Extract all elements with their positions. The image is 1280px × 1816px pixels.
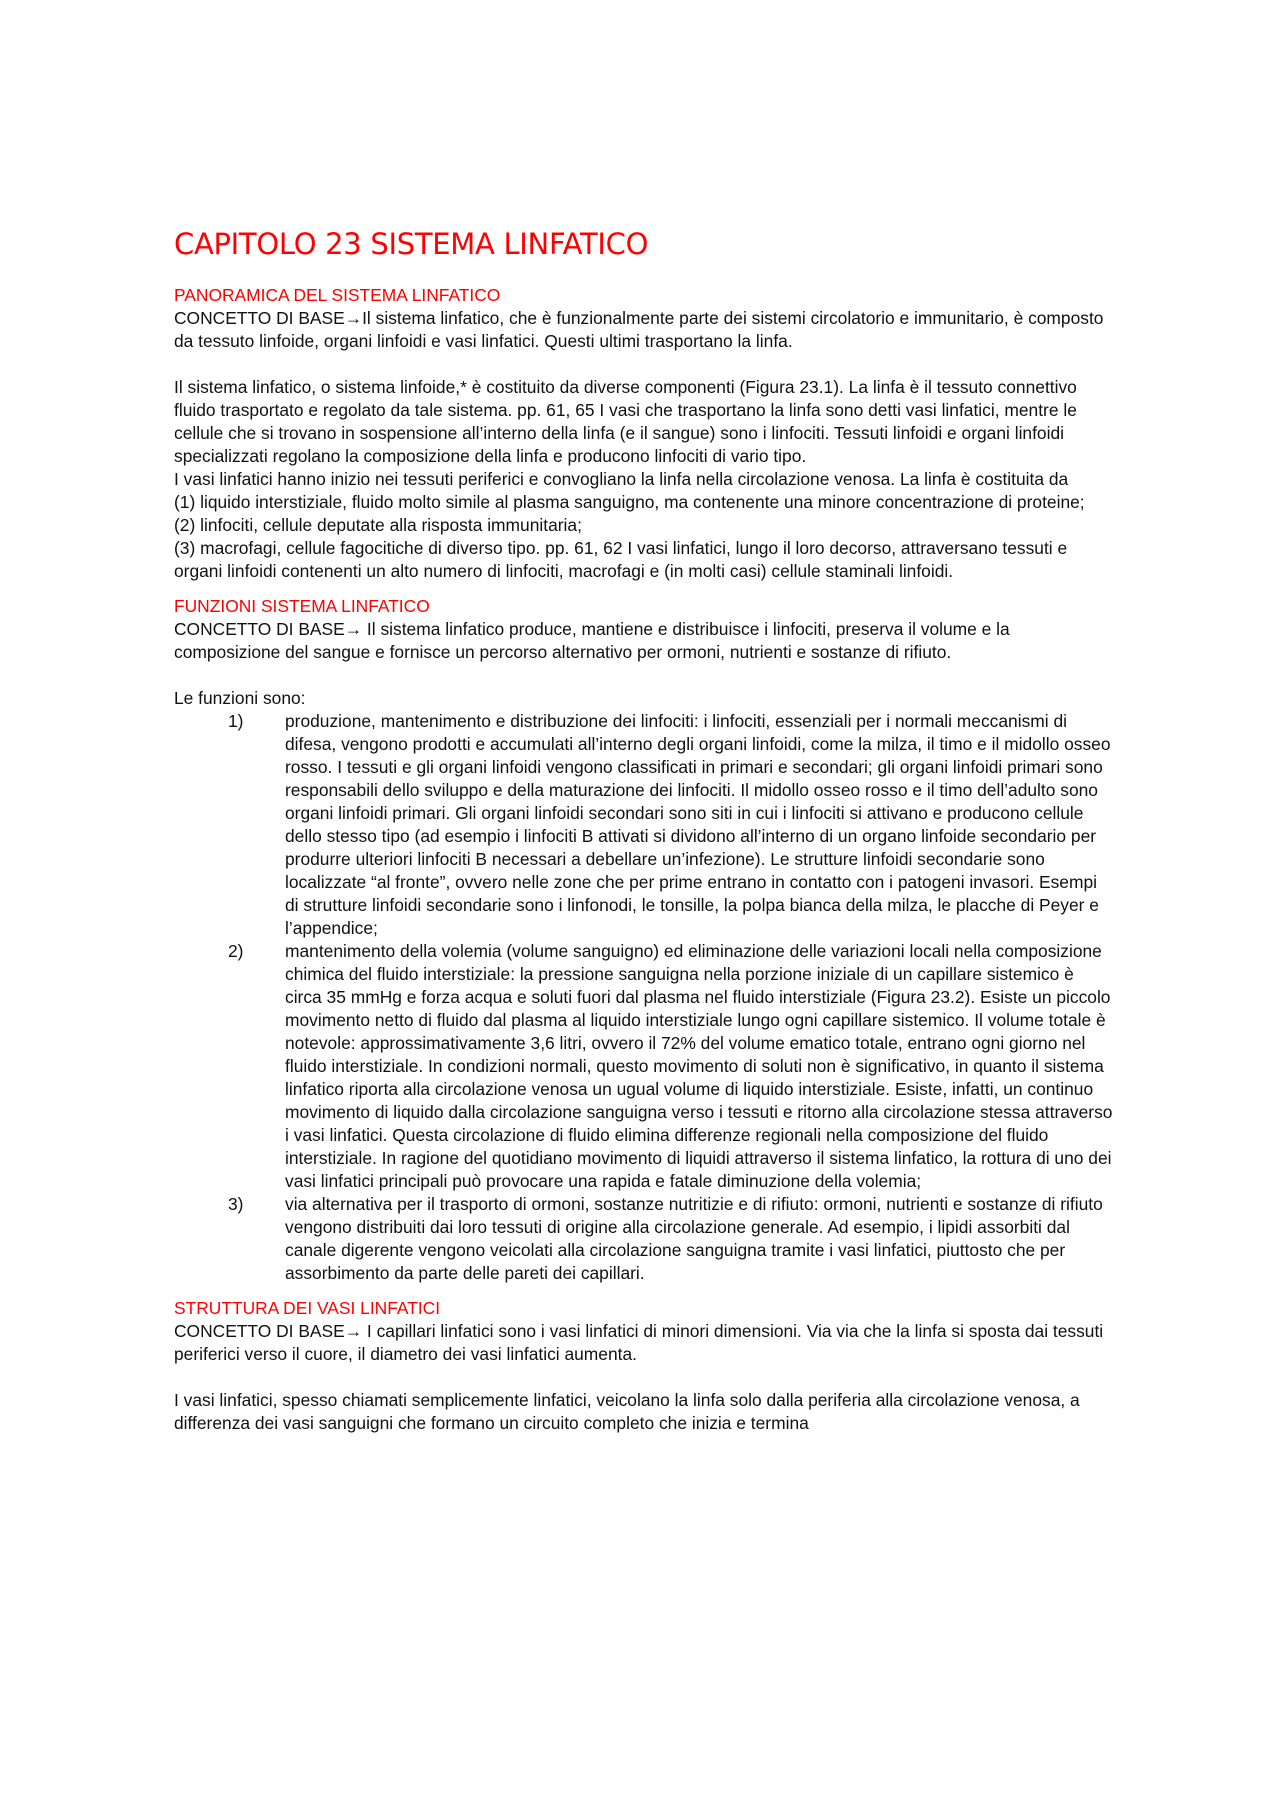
paragraph-gap — [174, 353, 1114, 376]
lymph-component-item: (1) liquido interstiziale, fluido molto simile al plasma sanguigno, ma contenente una minore concentrazione di proteine; — [174, 492, 1085, 512]
lymph-component-item: (2) linfociti, cellule deputate alla risposta immunitaria; — [174, 515, 582, 535]
paragraph: I vasi linfatici, spesso chiamati semplicemente linfatici, veicolano la linfa solo dalla periferia alla circolazione venosa, a differenza dei vasi sanguigni che formano un circuito completo che inizia e termina — [174, 1390, 1080, 1433]
list-item — [174, 940, 1114, 1193]
list-item-text: via alternativa per il trasporto di ormoni, sostanze nutritizie e di rifiuto: ormoni, nutrienti e sostanze di rifiuto vengono distribuiti dai loro tessuti di origine alla circolazione generale. Ad esempio, i lipidi assorbiti dal canale digerente vengono veicolati alla circolazione sanguigna tramite i vasi linfatici, piuttosto che per assorbimento da parte delle pareti dei capillari. — [285, 1194, 1103, 1283]
paragraph: I vasi linfatici hanno inizio nei tessuti periferici e convogliano la linfa nella circolazione venosa. La linfa è costituita da — [174, 469, 1069, 489]
section-gap — [174, 1285, 1114, 1297]
section-gap — [174, 583, 1114, 595]
list-item-number: 1) — [228, 711, 244, 731]
section-heading-struttura: STRUTTURA DEI VASI LINFATICI — [174, 1298, 441, 1318]
lymph-component-item: (3) macrofagi, cellule fagocitiche di diverso tipo. pp. 61, 62 I vasi linfatici, lungo il loro decorso, attraversano tessuti e organi linfoidi contenenti un alto numero di linfociti, macrofagi e (in molti casi) cellule staminali linfoidi. — [174, 538, 1068, 581]
list-item-text: produzione, mantenimento e distribuzione dei linfociti: i linfociti, essenziali per i normali meccanismi di difesa, vengono prodotti e accumulati all’interno degli organi linfoidi, come la milza, il timo e il midollo osseo rosso. I tessuti e gli organi linfoidi vengono classificati in primari e secondari; gli organi linfoidi primari sono responsabili dello sviluppo e della maturazione dei linfociti. Il midollo osseo rosso e il timo dell’adulto sono organi linfoidi primari. Gli organi linfoidi secondari sono siti in cui i linfociti si attivano e producono cellule dello stesso tipo (ad esempio i linfociti B attivati si dividono all’interno di un organo linfoide secondario per produrre ulteriori linfociti B necessari a debellare un’infezione). Le strutture linfoidi secondarie sono localizzate “al fronte”, ovvero nelle zone che per prime entrano in contatto con i patogeni invasori. Esempi di strutture linfoidi secondarie sono i linfonodi, le tonsille, la polpa bianca della milza, le placche di Peyer e l’appendice; — [285, 711, 1111, 938]
list-item-number: 2) — [228, 941, 244, 961]
list-item — [174, 1193, 1114, 1285]
chapter-title: CAPITOLO 23 SISTEMA LINFATICO — [174, 227, 649, 261]
section-heading-funzioni: FUNZIONI SISTEMA LINFATICO — [174, 596, 430, 616]
concept-panoramica: CONCETTO DI BASE→Il sistema linfatico, che è funzionalmente parte dei sistemi circolatorio e immunitario, è composto da tessuto linfoide, organi linfoidi e vasi linfatici. Questi ultimi trasportano la linfa. — [174, 308, 1104, 351]
paragraph: Il sistema linfatico, o sistema linfoide,* è costituito da diverse componenti (Figura 23.1). La linfa è il tessuto connettivo fluido trasportato e regolato da tale sistema. pp. 61, 65 I vasi che trasportano la linfa sono detti vasi linfatici, mentre le cellule che si trovano in sospensione all’interno della linfa (e il sangue) sono i linfociti. Tessuti linfoidi e organi linfoidi specializzati regolano la composizione della linfa e producono linfociti di vario tipo. — [174, 377, 1077, 466]
list-item-number: 3) — [228, 1194, 244, 1214]
paragraph-gap — [174, 664, 1114, 687]
concept-struttura: CONCETTO DI BASE→ I capillari linfatici sono i vasi linfatici di minori dimensioni. Via via che la linfa si sposta dai tessuti periferici verso il cuore, il diametro dei vasi linfatici aumenta. — [174, 1321, 1104, 1364]
document-page — [174, 222, 1114, 1435]
list-item-text: mantenimento della volemia (volume sanguigno) ed eliminazione delle variazioni locali nella composizione chimica del fluido interstiziale: la pressione sanguigna nella porzione iniziale di un capillare sistemico è circa 35 mmHg e forza acqua e soluti fuori dal plasma nel fluido interstiziale (Figura 23.2). Esiste un piccolo movimento netto di fluido dal plasma al liquido interstiziale lungo ogni capillare sistemico. Il volume totale è notevole: approssimativamente 3,6 litri, ovvero il 72% del volume ematico totale, entrano ogni giorno nel fluido interstiziale. In condizioni normali, questo movimento di soluti non è significativo, in quanto il sistema linfatico riporta alla circolazione venosa un ugual volume di liquido interstiziale. Esiste, infatti, un continuo movimento di liquido dalla circolazione sanguigna verso i tessuti e ritorno alla circolazione stessa attraverso i vasi linfatici. Questa circolazione di fluido elimina differenze regionali nella composizione del fluido interstiziale. In ragione del quotidiano movimento di liquidi attraverso il sistema linfatico, la rottura di uno dei vasi linfatici principali può provocare una rapida e fatale diminuzione della volemia; — [285, 941, 1113, 1191]
section-heading-panoramica: PANORAMICA DEL SISTEMA LINFATICO — [174, 285, 501, 305]
list-item — [174, 710, 1114, 940]
paragraph-gap — [174, 1366, 1114, 1389]
concept-funzioni: CONCETTO DI BASE→ Il sistema linfatico produce, mantiene e distribuisce i linfociti, preserva il volume e la composizione del sangue e fornisce un percorso alternativo per ormoni, nutrienti e sostanze di rifiuto. — [174, 619, 1010, 662]
functions-intro: Le funzioni sono: — [174, 688, 306, 708]
